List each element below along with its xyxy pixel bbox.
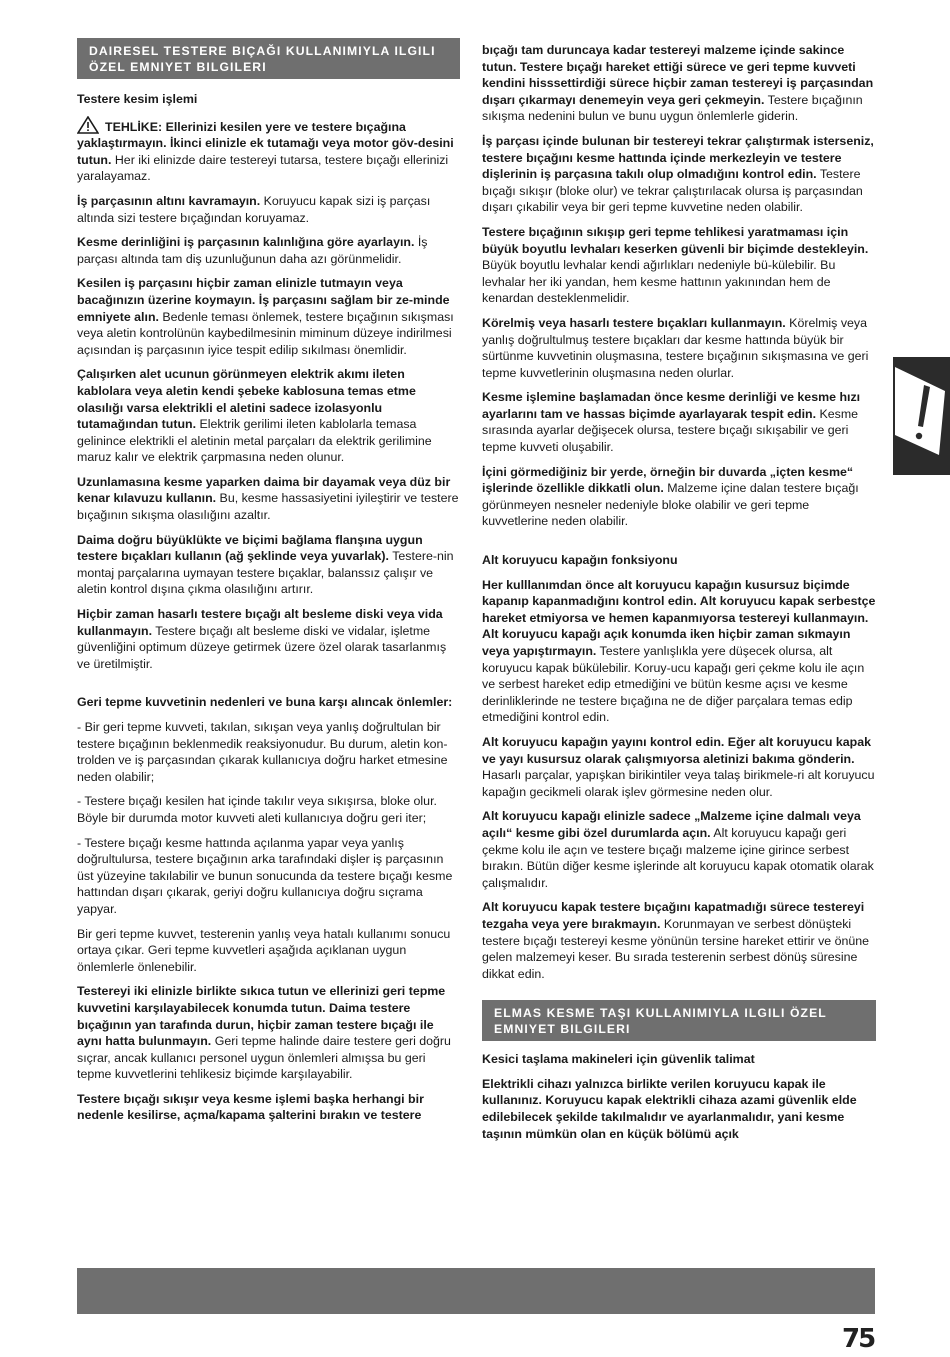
paragraph: bıçağı tam duruncaya kadar testereyi malzeme içinde sakince tutun. Testere bıçağı hareket ettiği sürece ve geri tepme kuvveti kendini hisssettirdiği sürece hiçbir zaman testereyi iş parçasından dışarı çıkarmayı denemeyin veya geri çekmeyin. Testere bıçağının sıkışma nedenini bulun ve bunu uygun önlemlerle giderin. — [482, 43, 874, 124]
left-column — [77, 38, 460, 1132]
paragraph: Bir geri tepme kuvvet, testerenin yanlış veya hatalı kullanımı sonucu ortaya çıkar. Geri tepme kuvvetleri aşağıda açıklanan uygun önlemlerle önlenebilir. — [77, 926, 451, 974]
section-title: Testere kesim işlemi — [77, 92, 198, 106]
paragraph: Hiçbir zaman hasarlı testere bıçağı alt besleme diski veya vida kullanmayın. Testere bıçağı alt besleme diski ve vidalar, işletme güvenliğini optimum düzeye getirmek üzere özel olarak tasarlanmış ve üretilmiştir. — [77, 607, 447, 671]
paragraph: İçini görmediğiniz bir yerde, örneğin bir duvarda „içten kesme“ işlerinde özellikle dikkatli olun. Malzeme içine dalan testere bıçağı görünmeyen nesneler nedeniyle bloke olabilir ve geri tepme kuvvetlerine neden olabilir. — [482, 464, 859, 529]
footer-bar — [77, 1268, 875, 1314]
paragraph: Her kulllanımdan önce alt koruyucu kapağın kusursuz biçimde kapanıp kapanmadığını kontrol edin. Alt koruyucu kapak serbestçe hareket etmiyorsa ve hemen kapanmıyorsa testereyi kullanmayın. Alt koruyucu kapağı açık konumda iken hiçbir zaman sıkmayın veya yapıştırmayın. Testere yanlışlıkla yere düşecek olursa, alt koruyucu kapak bükülebilir. Koruy-ucu kapağı geri çekme kolu ile açın ve serbest hareket edip etmediğini ve bütün kesme açısı ve kesme derinliklerinde ne testere bıçağına ne de diğer parçalara temas edip etmediğini kontrol edin. — [482, 577, 876, 725]
paragraph: İş parçasının altını kavramayın. Koruyucu kapak sizi iş parçası altında sizi testere bıçağından koruyamaz. — [77, 193, 431, 225]
exclamation-icon — [893, 365, 950, 465]
paragraph: Alt koruyucu kapak testere bıçağını kapatmadığı sürece testereyi tezgaha veya yere bırakmayın. Korunmayan ve serbest dönüşteki testere bıçağı testereyi kesme yönünün tersine hareket ettirir ve önüne gelen malzemeyi keser. Bu sırada testerenin serbest dönüş süresine dikkat edin. — [482, 900, 870, 981]
paragraph: - Testere bıçağı kesme hattında açılanma yapar veya yanlış doğrultulursa, testere bıçağının arka tarafındaki dişler iş parçasının üst yüzeyine takılabilir ve bunun sonucunda da testere bıçağı kesme hattından dışarı çıkarak, geriyi doğru kullanıcıya doğru sıçrama yapyar. — [77, 835, 453, 916]
section-title: Kesici taşlama makineleri için güvenlik talimat — [482, 1052, 755, 1067]
paragraph: Kesme işlemine başlamadan önce kesme derinliği ve kesme hızı ayarlarını tam ve hassas biçimde ayarlayarak tespit edin. Kesme sırasında ayarlar değişecek olursa, testere bıçağı sıkışabilir ve geri tepme kuvveti oluşabilir. — [482, 390, 861, 455]
paragraph: Alt koruyucu kapağın yayını kontrol edin. Eğer alt koruyucu kapak ve yayı kusursuz olarak çalışmıyorsa aletinizi bakıma gönderin. Hasarlı parçalar, yapışkan birikintiler veya talaş birikmele-ri alt koruyucu kapağın gecikmeli olarak işlev görmesine neden olur. — [482, 734, 875, 799]
section-banner: ELMAS KESME TAŞI KULLANIMIYLA ILGILI ÖZEL EMNIYET BILGILERI — [482, 1000, 876, 1041]
paragraph: - Testere bıçağı kesilen hat içinde takılır veya sıkışırsa, bloke olur. Böyle bir durumda motor kuvveti aleti kullanıcıya doğru geri iter; — [77, 794, 437, 825]
paragraph: Körelmiş veya hasarlı testere bıçakları kullanmayın. Körelmiş veya yanlış doğrultulmuş testere bıçakları dar kesme hattında büyük bir sürtünme kuvvetinin oluşmasına, testere bıçağının sıkışmasına ve geri tepme kuvvetlerinin oluşmasına neden olurlar. — [482, 315, 869, 380]
paragraph: Çalışırken alet ucunun görünmeyen elektrik akımı ileten kablolara veya aletin kendi şebeke kablosuna temas etme olasılığı varsa elektrikli el aletini sadece izolasyonlu tutamağından tutun. Elektrik gerilimi ileten kablolarla temasa gelinince elektrikli el aletinin metal parçaları da elektrik gerilimine maruz kalır ve elektrik çarpmasına neden olunur. — [77, 367, 432, 465]
section-banner: DAIRESEL TESTERE BIÇAĞI KULLANIMIYLA ILGILI ÖZEL EMNIYET BILGILERI — [77, 38, 460, 79]
warning-paragraph: TEHLİKE: Ellerinizi kesilen yere ve testere bıçağına yaklaştırmayın. İkinci elinizle ek tutamağı veya motor göv-desini tutun. Her iki elinizde daire testereyi tutarsa, testere bıçağı ellerinizi yaralayamaz. — [77, 116, 460, 185]
right-column — [482, 42, 876, 1150]
paragraph: Kesilen iş parçasını hiçbir zaman elinizle tutmayın veya bacağınızın üzerine koymayın. İş parçasını sağlam bir ze-minde emniyete alın. Bedenle teması önlemek, testere bıçağının sıkışması veya aletin kontrolünün kaybedilmesinin miminum düzeye indirilmesi açısından iş parçasının iyice tespit edilip sıkılması önemlidir. — [77, 276, 454, 357]
paragraph: Alt koruyucu kapağı elinizle sadece „Malzeme içine dalmalı veya açılı“ kesme gibi özel durumlarda açın. Alt koruyucu kapağı geri çekme kolu ile açın ve testere bıçağı malzeme içine girince serbest bırakın. Bütün diğer kesme işlerinde alt koruyucu kapak otomatik olarak çalışmalıdır. — [482, 809, 874, 890]
paragraph: Testereyi iki elinizle birlikte sıkıca tutun ve ellerinizi geri tepme kuvvetini karşılayabilecek konumda tutun. Daima testere bıçağının yan tarafında durun, hiçbir zaman testere bıçağı ile aynı hatta bulunmayın. Geri tepme halinde daire testere geri doğru sıçrar, ancak kullanıcı personel uygun önlemleri almışsa bu geri tepme kuvvetlerini tehlikesiz biçimde karşılayabilir. — [77, 984, 451, 1082]
paragraph: Elektrikli cihazı yalnızca birlikte verilen koruyucu kapak ile kullanınız. Koruyucu kapak elektrikli cihaza azami güvenlik elde edilebilecek şekilde takılmalıdır ve ayarlanmalıdır, yani kesme taşının mümkün olan en küçük bölümü açık — [482, 1076, 857, 1141]
section-title: Geri tepme kuvvetinin nedenleri ve buna karşı alıncak önlemler: — [77, 695, 453, 710]
paragraph: Testere bıçağının sıkışıp geri tepme tehlikesi yaratmaması için büyük boyutlu levhaları keserken güvenli bir biçimde destekleyin. Büyük boyutlu levhalar kendi ağırlıkları nedeniyle bü-külebilir. Bu levhalar her iki yandan, hem kesme hattının yakınından hem de kenardan desteklenmelidir. — [482, 224, 869, 306]
side-tab — [893, 357, 950, 475]
paragraph: - Bir geri tepme kuvveti, takılan, sıkışan veya yanlış doğrultulan bir testere bıçağının beklenmedik reaksiyonudur. Bu durum, aletin kon-trolden ve iş parçasından çıkarak kullanıcıya doğru harket etmesine neden olabilir; — [77, 720, 448, 784]
section-title: Alt koruyucu kapağın fonksiyonu — [482, 553, 678, 568]
warning-triangle-icon — [77, 116, 99, 134]
paragraph: Testere bıçağı sıkışır veya kesme işlemi başka herhangi bir nedenle kesilirse, açma/kapama şalterini bırakın ve testere — [77, 1091, 424, 1123]
paragraph: Uzunlamasına kesme yaparken daima bir dayamak veya düz bir kenar kılavuzu kullanın. Bu, kesme hassasiyetini iyileştirir ve testere bıçağının sıkışma olasılığını azaltır. — [77, 474, 459, 523]
paragraph: Daima doğru büyüklükte ve biçimi bağlama flanşına uygun testere bıçakları kullanın (ağ şeklinde veya yuvarlak). Testere-nin montaj parçalarına uymayan testere bıçaklar, balanssız çalışır ve aletin kontrol dışına çıkma olasılığını artırır. — [77, 532, 454, 597]
paragraph: Kesme derinliğini iş parçasının kalınlığına göre ayarlayın. İş parçası altında tam diş uzunluğunun daha azı görünmelidir. — [77, 235, 428, 266]
paragraph: İş parçası içinde bulunan bir testereyi tekrar çalıştırmak isterseniz, testere bıçağını kesme hattında içinde merkezleyin ve testere dişlerinin iş parçasına takılı olup olmadığını kontrol edin. Testere bıçağı sıkışır (bloke olur) ve tekrar çalıştırılacak olursa iş parçasından dışarı çıkabilir veya bir geri tepme kuvvetine neden olabilir. — [482, 133, 874, 215]
page-number: 75 — [842, 1324, 875, 1354]
